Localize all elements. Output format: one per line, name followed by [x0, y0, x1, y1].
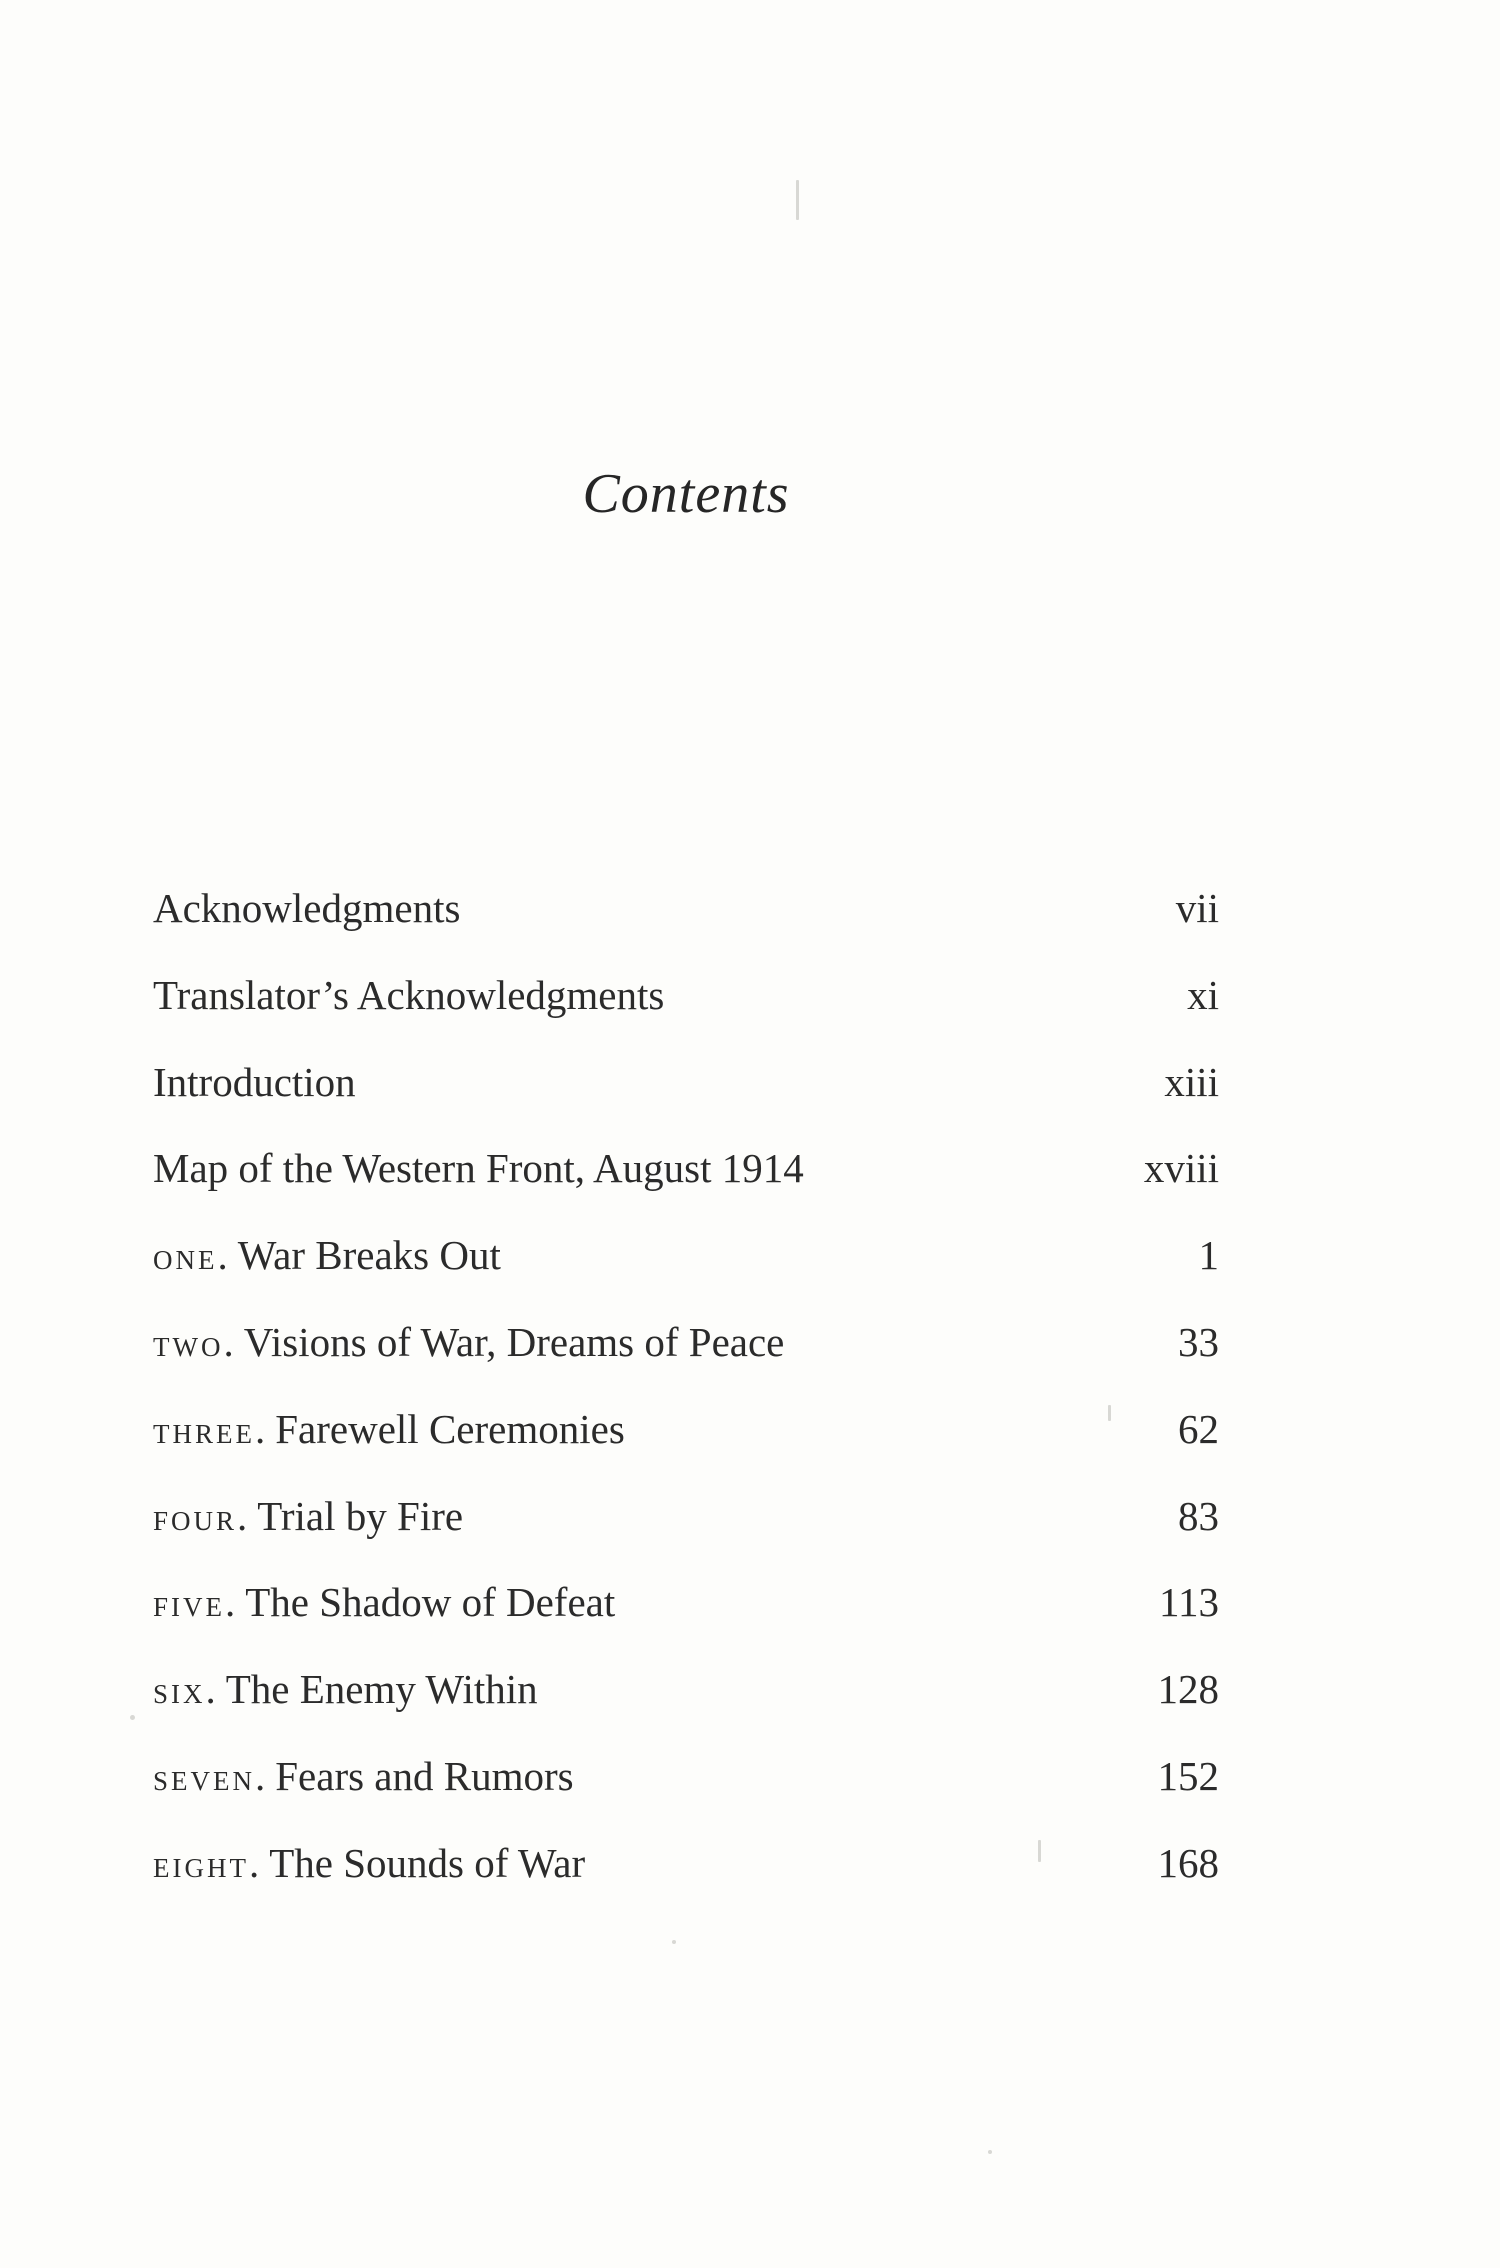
entry-title: Translator’s Acknowledgments — [153, 971, 665, 1018]
entry-page-number: 152 — [1157, 1752, 1219, 1799]
entry-page-number: 33 — [1178, 1318, 1219, 1365]
scan-speck — [672, 1940, 676, 1944]
entry-title: SIX. The Enemy Within — [153, 1666, 538, 1713]
chapter-number: EIGHT — [153, 1852, 249, 1883]
table-of-contents — [153, 878, 1219, 1920]
toc-entry-chapter-two[interactable] — [153, 1312, 1219, 1399]
entry-title: Acknowledgments — [153, 885, 461, 931]
chapter-number: SEVEN — [153, 1765, 255, 1796]
chapter-number: FIVE — [153, 1592, 225, 1623]
toc-entry-map[interactable] — [153, 1138, 1219, 1225]
scan-speck — [1038, 1840, 1041, 1862]
toc-entry-acknowledgments[interactable] — [153, 878, 1219, 965]
scan-speck — [130, 1715, 135, 1720]
entry-title: Map of the Western Front, August 1914 — [153, 1145, 804, 1192]
toc-entry-chapter-six[interactable] — [153, 1659, 1219, 1746]
toc-entry-chapter-five[interactable] — [153, 1572, 1219, 1659]
scan-speck — [796, 180, 799, 220]
toc-entry-chapter-one[interactable] — [153, 1225, 1219, 1312]
toc-entry-chapter-three[interactable] — [153, 1399, 1219, 1486]
chapter-number: FOUR — [153, 1505, 238, 1536]
entry-page-number: 62 — [1178, 1405, 1219, 1452]
entry-title: TWO. Visions of War, Dreams of Peace — [153, 1318, 785, 1365]
entry-title: ONE. War Breaks Out — [153, 1232, 501, 1279]
entry-page-number: xviii — [1143, 1145, 1219, 1192]
scan-speck — [988, 2150, 992, 2154]
toc-entry-chapter-four[interactable] — [153, 1486, 1219, 1573]
entry-title: FOUR. Trial by Fire — [153, 1492, 464, 1539]
toc-entry-chapter-eight[interactable] — [153, 1833, 1219, 1920]
entry-page-number: 128 — [1157, 1666, 1219, 1713]
entry-title: SEVEN. Fears and Rumors — [153, 1752, 574, 1799]
chapter-number: ONE — [153, 1245, 218, 1276]
entry-page-number: xi — [1187, 971, 1219, 1018]
chapter-number: TWO — [153, 1331, 224, 1362]
entry-page-number: vii — [1175, 885, 1219, 931]
entry-page-number: 83 — [1178, 1492, 1219, 1539]
entry-title: THREE. Farewell Ceremonies — [153, 1405, 625, 1452]
toc-entry-translators-acknowledgments[interactable] — [153, 965, 1219, 1052]
toc-entry-introduction[interactable] — [153, 1052, 1219, 1139]
chapter-number: THREE — [153, 1418, 255, 1449]
toc-entry-chapter-seven[interactable] — [153, 1746, 1219, 1833]
entry-page-number: xiii — [1164, 1058, 1219, 1105]
chapter-number: SIX — [153, 1679, 206, 1710]
entry-page-number: 168 — [1157, 1839, 1219, 1886]
entry-page-number: 1 — [1198, 1232, 1219, 1279]
entry-title: Introduction — [153, 1058, 356, 1105]
entry-title: EIGHT. The Sounds of War — [153, 1839, 586, 1886]
entry-page-number: 113 — [1159, 1579, 1219, 1626]
scan-speck — [1108, 1405, 1111, 1421]
entry-title: FIVE. The Shadow of Defeat — [153, 1579, 616, 1626]
page-title: Contents — [582, 463, 790, 525]
